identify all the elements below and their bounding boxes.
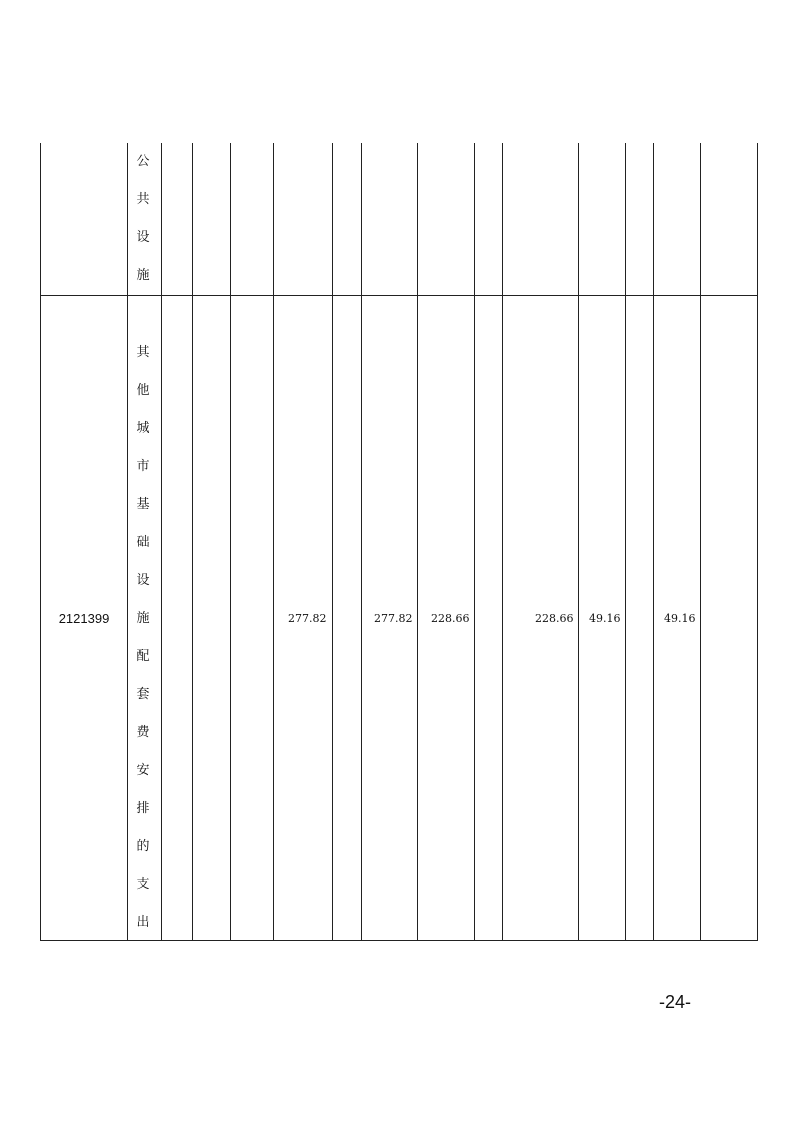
table-rule	[502, 143, 503, 941]
row-name-char: 市	[136, 459, 150, 474]
row-name-char: 公	[136, 154, 150, 169]
row-name-char: 配	[136, 649, 150, 664]
table-rule	[474, 143, 475, 941]
table-rule	[578, 143, 579, 941]
row-name-char: 设	[136, 230, 150, 245]
page-number: -24-	[658, 992, 691, 1012]
row-name-char: 基	[136, 497, 150, 512]
table-rule	[273, 143, 274, 941]
table-cell: 228.66	[535, 612, 574, 625]
row-name-char: 套	[136, 687, 150, 702]
table-rule	[757, 143, 758, 941]
table-cell: 49.16	[664, 612, 696, 625]
row-name-char: 出	[136, 915, 150, 930]
row-name-char: 安	[136, 763, 150, 778]
table-cell: 277.82	[288, 612, 327, 625]
table-rule	[40, 143, 41, 941]
row-name-char: 排	[136, 801, 150, 816]
table-rule	[192, 143, 193, 941]
row-name-char: 共	[136, 192, 150, 207]
table-rule	[417, 143, 418, 941]
table-rule	[332, 143, 333, 941]
table-cell: 277.82	[374, 612, 413, 625]
row-name-char: 城	[136, 421, 150, 436]
row-name-char: 施	[136, 268, 150, 283]
table-rule	[700, 143, 701, 941]
table-cell: 228.66	[431, 612, 470, 625]
row-name-char: 设	[136, 573, 150, 588]
table-rule	[230, 143, 231, 941]
table-rule	[361, 143, 362, 941]
row-code: 2121399	[58, 611, 110, 626]
row-name-char: 施	[136, 611, 150, 626]
row-name-char: 础	[136, 535, 150, 550]
row-name-char: 支	[136, 877, 150, 892]
row-name-char: 他	[136, 383, 150, 398]
table-rule	[40, 295, 758, 296]
row-name-char: 其	[136, 345, 150, 360]
table-rule	[161, 143, 162, 941]
table-rule	[625, 143, 626, 941]
table-cell: 49.16	[589, 612, 621, 625]
table-rule	[40, 940, 758, 941]
row-name-char: 的	[136, 839, 150, 854]
table-rule	[653, 143, 654, 941]
row-name-char: 费	[136, 725, 150, 740]
